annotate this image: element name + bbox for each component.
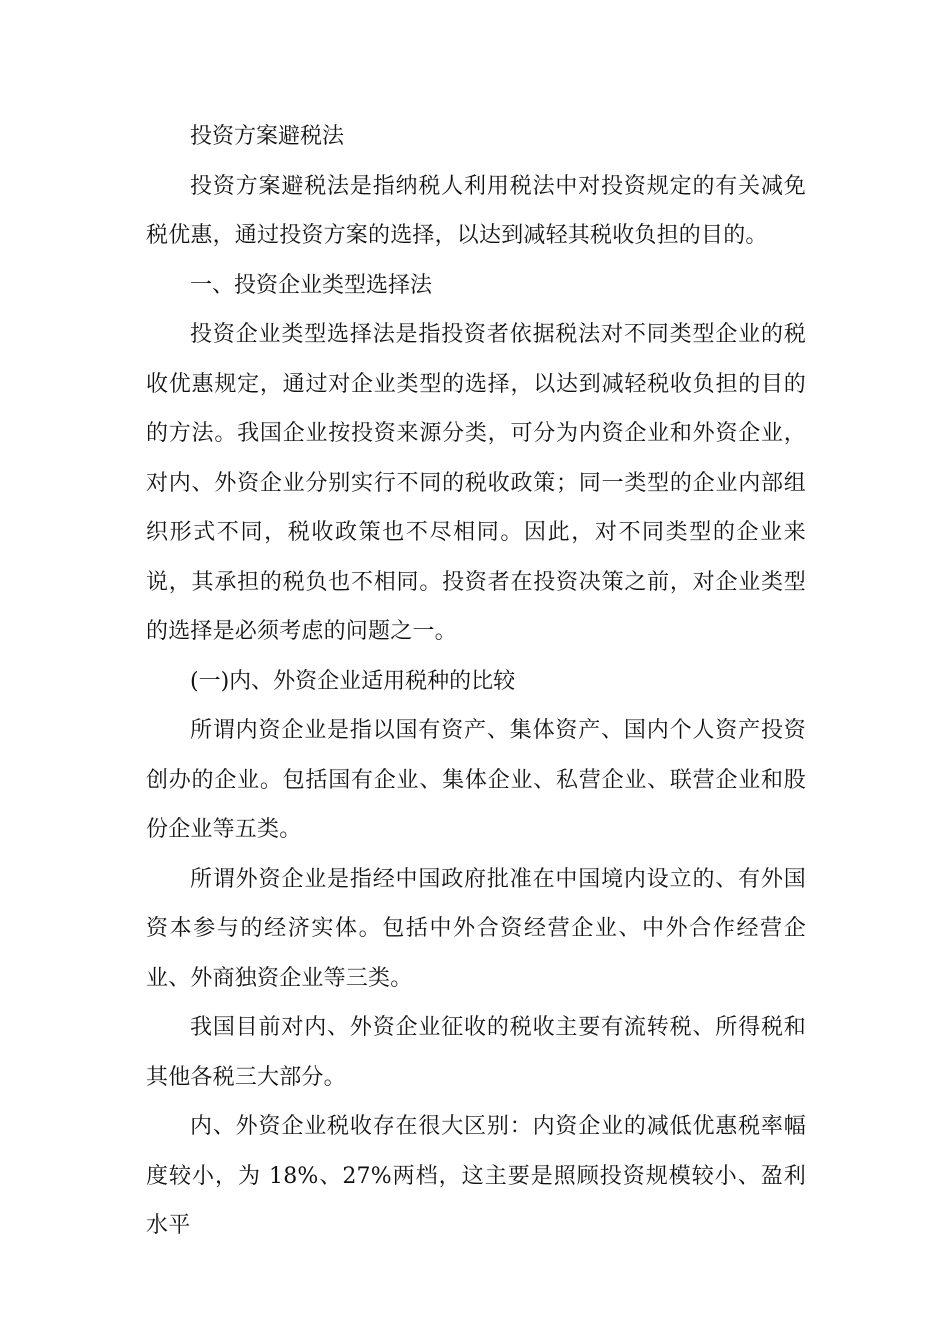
paragraph-tax-categories: 我国目前对内、外资企业征收的税收主要有流转税、所得税和其他各税三大部分。: [146, 1015, 806, 1090]
paragraph-investment-type: 投资企业类型选择法是指投资者依据税法对不同类型企业的税收优惠规定，通过对企业类型的选择，以达到减轻税收负担的目的的方法。我国企业按投资来源分类，可分为内资企业和外资企业，对内、外资企业分别实行不同的税收政策；同一类型的企业内部组织形式不同，税收政策也不尽相同。因此，对不同类型的企业来说，其承担的税负也不相同。投资者在投资决策之前，对企业类型的选择是必须考虑的问题之一。: [146, 322, 806, 644]
subsection-heading-tax-comparison: (一)内、外资企业适用税种的比较: [190, 668, 516, 694]
document-body: [146, 112, 806, 1251]
paragraph-intro: 投资方案避税法是指纳税人利用税法中对投资规定的有关减免税优惠，通过投资方案的选择，以达到减轻其税收负担的目的。: [146, 173, 806, 248]
paragraph-tax-differences: 内、外资企业税收存在很大区别：内资企业的减低优惠税率幅度较小，为 18%、27%两档，这主要是照顾投资规模较小、盈利水平: [146, 1114, 806, 1238]
paragraph-domestic-enterprise: 所谓内资企业是指以国有资产、集体资产、国内个人资产投资创办的企业。包括国有企业、集体企业、私营企业、联营企业和股份企业等五类。: [146, 718, 806, 842]
section-heading-investment-type: 一、投资企业类型选择法: [190, 272, 433, 298]
paragraph-foreign-enterprise: 所谓外资企业是指经中国政府批准在中国境内设立的、有外国资本参与的经济实体。包括中外合资经营企业、中外合作经营企业、外商独资企业等三类。: [146, 866, 806, 991]
document-title: 投资方案避税法: [190, 124, 345, 149]
